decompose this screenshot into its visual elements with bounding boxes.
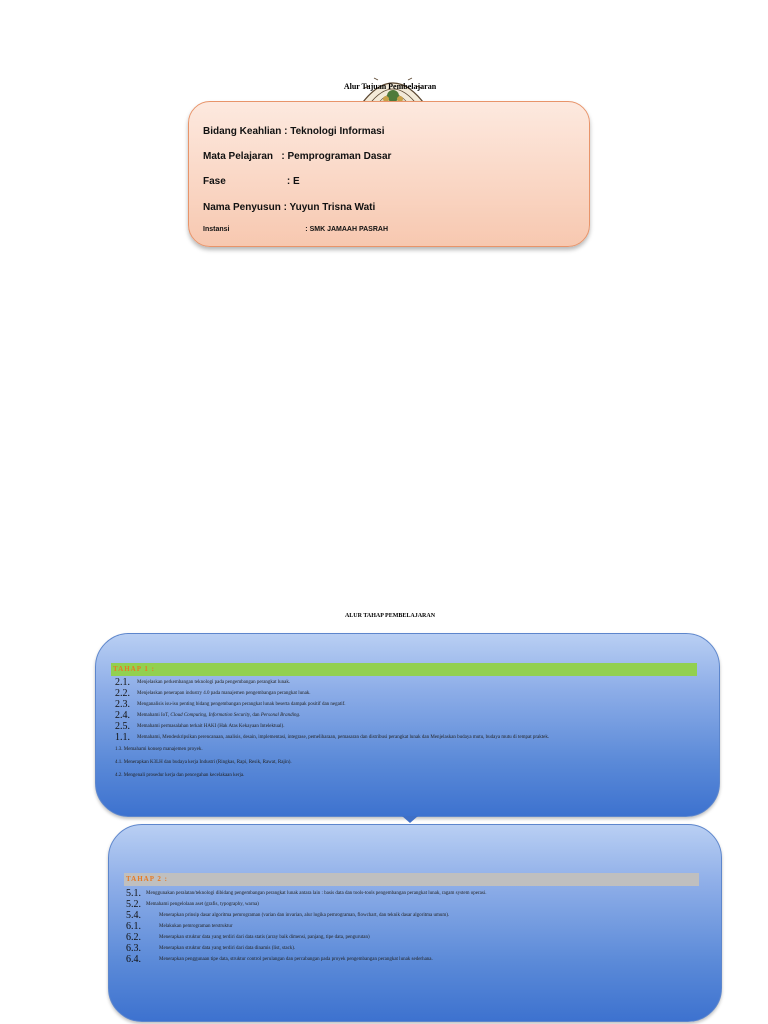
item-text-emphasis: Cloud Computing, Information Security, — [170, 713, 252, 718]
item-number: 2.1. — [115, 677, 130, 688]
item-number: 6.1. — [126, 921, 141, 932]
field-mata-pelajaran: Mata Pelajaran : Pemprograman Dasar — [203, 151, 392, 162]
stage-connector-arrow — [402, 816, 418, 823]
item-number: 2.5. — [115, 721, 130, 732]
field-fase: Fase : E — [203, 176, 300, 187]
section-heading: ALUR TAHAP PEMBELAJARAN — [344, 613, 436, 619]
item-number: 6.2. — [126, 932, 141, 943]
item-text: Menggunakan peralatan/teknologi dibidang pengembangan perangkat lunak antara lain : basis data dan tools-tools pengembangan perangkat lunak, ragam system operasi. — [146, 891, 487, 896]
item-text: Menerapkan struktur data yang terdiri dari data statis (array baik dimensi, panjang, tipe data, pengurutan) — [159, 935, 370, 940]
item-text: Menerapkan struktur data yang terdiri dari data dinamis (list, stack). — [159, 946, 296, 951]
item-number: 6.3. — [126, 943, 141, 954]
item-number: 2.2. — [115, 688, 130, 699]
stage-2-header: TAHAP 2 : — [124, 873, 699, 886]
item-text: 4.2. Mengenali prosedur kerja dan pencegahan kecelakaan kerja. — [115, 773, 245, 778]
field-instansi: Instansi : SMK JAMAAH PASRAH — [203, 226, 389, 233]
item-text: Menerapkan penggunaan tipe data, struktur control perulangan dan percabangan pada proyek pengembangan perangkat lunak sederhana. — [159, 957, 433, 962]
item-text: Melakukan pemrograman terstruktur — [159, 924, 233, 929]
item-number: 1.1. — [115, 732, 130, 743]
item-text: Menganalisis isu-isu penting bidang pengembangan perangkat lunak beserta dampak positif dan negatif. — [137, 702, 346, 707]
item-text: 1.3. Memahami konsep manajemen proyek. — [115, 747, 203, 752]
item-number: 5.2. — [126, 899, 141, 910]
item-text: Menjelaskan penerapan industry 4.0 pada manajemen pengembangan perangkat lunak. — [137, 691, 311, 696]
identity-card — [188, 101, 590, 247]
item-number: 5.4. — [126, 910, 141, 921]
item-text: Memahami, Mendeskripsikan perencanaan, analisis, desain, implementasi, integrase, pemeliharaan, pemasaran dan distribusi perangkat lunak dan Menjelaskan budaya mutu, budaya mutu di tempat praktek. — [137, 735, 550, 740]
item-text-part: Memahami IoT, — [137, 713, 171, 718]
item-text: Memahami permasalahan terkait HAKI (Hak Atas Kekayaan Intelektual). — [137, 724, 285, 729]
item-text — [137, 713, 300, 718]
item-number: 6.4. — [126, 954, 141, 965]
item-number: 5.1. — [126, 888, 141, 899]
item-number: 2.4. — [115, 710, 130, 721]
item-text-emphasis: Personal Branding. — [260, 713, 301, 718]
field-bidang-keahlian: Bidang Keahlian : Teknologi Informasi — [203, 126, 385, 137]
item-number: 2.3. — [115, 699, 130, 710]
item-text-part: dan — [251, 713, 261, 718]
stage-2-box — [108, 824, 722, 1022]
item-text: Menjelaskan perkembangan teknologi pada pengembangan perangkat lunak. — [137, 680, 291, 685]
stage-1-header: TAHAP 1 : — [111, 663, 697, 676]
item-text: Menerapkan prinsip dasar algoritma pemrograman (varian dan invarian, alur logika pemrograman, flowchart, dan teknik dasar algoritma umum). — [159, 913, 450, 918]
stage-1-box — [95, 633, 720, 817]
field-nama-penyusun: Nama Penyusun : Yuyun Trisna Wati — [203, 202, 376, 213]
item-text: 4.1. Menerapkan K3LH dan budaya kerja Industri (Ringkas, Rapi, Resik, Rawat, Rajin). — [115, 760, 292, 765]
item-text: Memahami pengelolaan aset (grafis, typography, warna) — [146, 902, 259, 907]
document-title: Alur Tujuan Pembelajaran — [343, 82, 437, 91]
